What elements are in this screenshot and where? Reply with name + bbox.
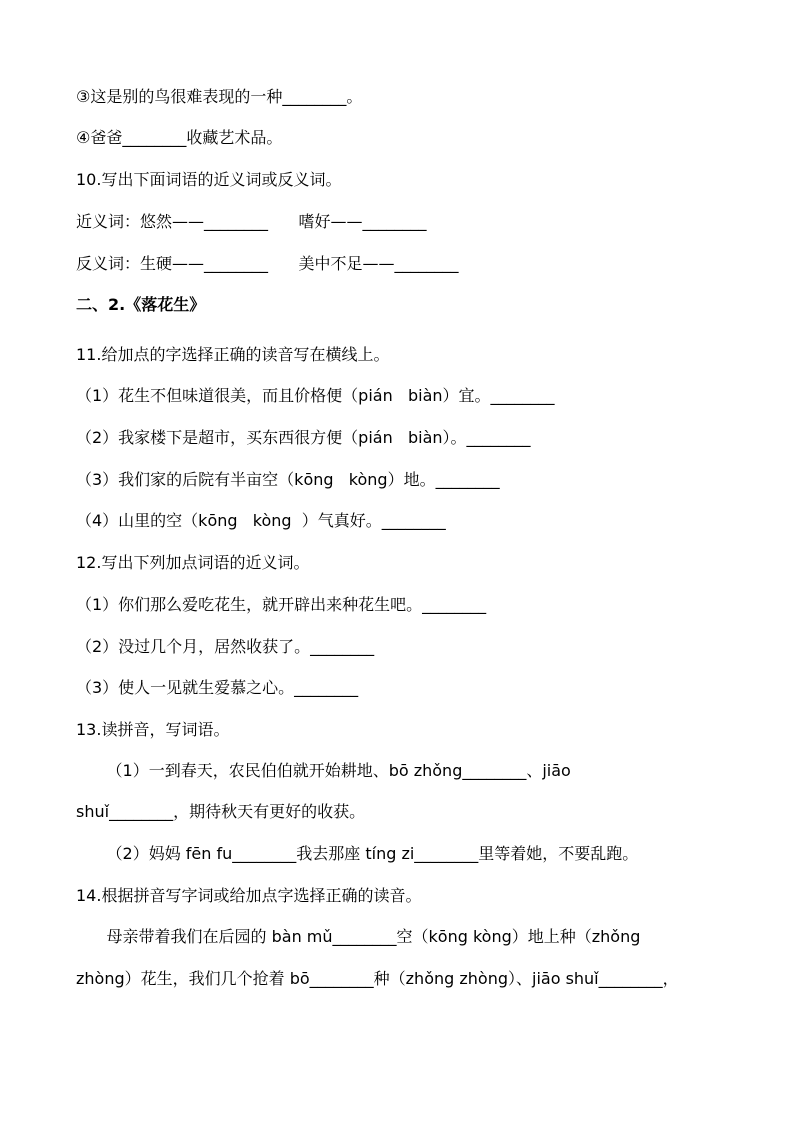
q9-item-3: ③这是别的鸟很难表现的一种________。 [76,87,363,106]
q13-item-1-line-2: shuǐ________，期待秋天有更好的收获。 [76,802,366,821]
q13-item-2: （2）妈妈 fēn fu________我去那座 tíng zi________里等着她，不要乱跑。 [76,844,639,863]
q12-item-2: （2）没过几个月，居然收获了。________ [76,637,375,656]
q13-heading: 13.读拼音，写词语。 [76,720,230,739]
q14-heading: 14.根据拼音写字词或给加点字选择正确的读音。 [76,886,422,905]
q10-heading: 10.写出下面词语的近义词或反义词。 [76,170,342,189]
q11-item-4: （4）山里的空（kōng kòng ）气真好。________ [76,511,446,530]
q12-item-1: （1）你们那么爱吃花生，就开辟出来种花生吧。________ [76,595,487,614]
q10-synonyms: 近义词：悠然——________ 嗜好——________ [76,212,427,231]
q14-passage-line-2: zhòng）花生，我们几个抢着 bō________种（zhǒng zhòng）、jiāo shuǐ________， [76,969,679,988]
q10-antonyms: 反义词：生硬——________ 美中不足——________ [76,254,459,273]
q9-item-4: ④爸爸________收藏艺术品。 [76,128,283,147]
q11-heading: 11.给加点的字选择正确的读音写在横线上。 [76,345,390,364]
q13-item-1-line-1: （1）一到春天，农民伯伯就开始耕地、bō zhǒng________、jiāo [76,761,571,780]
q11-item-3: （3）我们家的后院有半亩空（kōng kòng）地。________ [76,470,500,489]
q11-item-1: （1）花生不但味道很美，而且价格便（pián biàn）宜。________ [76,386,555,405]
q11-item-2: （2）我家楼下是超市，买东西很方便（pián biàn）。________ [76,428,531,447]
q12-item-3: （3）使人一见就生爱慕之心。________ [76,678,359,697]
q14-passage-line-1: 母亲带着我们在后园的 bàn mǔ________空（kōng kòng）地上种（zhǒng [76,927,641,946]
q12-heading: 12.写出下列加点词语的近义词。 [76,553,310,572]
section-heading: 二、2.《落花生》 [76,295,206,314]
